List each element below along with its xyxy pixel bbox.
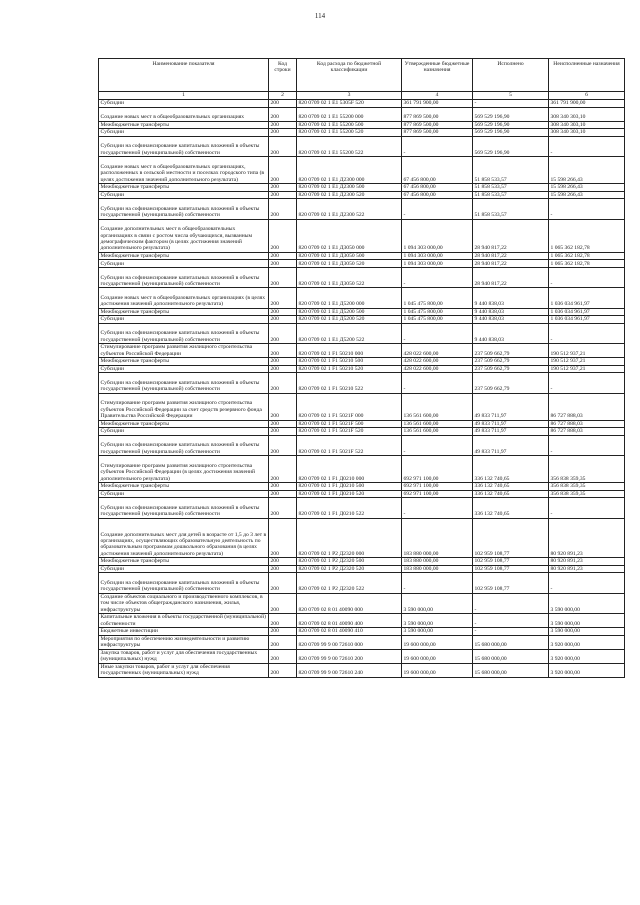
row-executed-cell: 49 833 711,97 — [473, 393, 549, 420]
row-name-cell: Субсидии — [99, 490, 269, 498]
row-name-cell: Межбюджетные трансферты — [99, 308, 269, 316]
row-kbk-cell: 820 0709 02 1 F1 Д0210 520 — [297, 490, 402, 498]
row-name-cell: Субсидии — [99, 565, 269, 573]
row-remaining-cell: 15 598 266,43 — [549, 183, 625, 191]
table-row — [99, 649, 625, 663]
row-executed-cell: - — [473, 593, 549, 613]
row-name-cell: Субсидии — [99, 100, 269, 108]
row-code-cell: 200 — [269, 614, 297, 628]
row-approved-cell: 19 600 000,00 — [402, 635, 473, 649]
row-remaining-cell: 3 590 000,00 — [549, 628, 625, 636]
row-approved-cell: - — [402, 136, 473, 156]
row-code-cell: 200 — [269, 498, 297, 518]
table-row — [99, 129, 625, 137]
row-executed-cell: 237 509 662,79 — [473, 373, 549, 393]
row-kbk-cell: 820 0709 02 1 Е1 Д2300 000 — [297, 157, 402, 184]
row-name-cell: Создание новых мест в общеобразовательных организациях, расположенных в сельской местности и поселках городского типа (в целях достижения значений дополнительного результата) — [99, 157, 269, 184]
row-kbk-cell: 820 0709 02 1 Е1 Д5200 522 — [297, 323, 402, 343]
row-code-cell: 200 — [269, 518, 297, 558]
row-code-cell: 200 — [269, 365, 297, 373]
row-kbk-cell: 820 0709 02 8 01 40090 410 — [297, 628, 402, 636]
row-remaining-cell: 356 838 359,35 — [549, 483, 625, 491]
row-name-cell: Субсидии — [99, 428, 269, 436]
row-name-cell: Субсидии на софинансирование капитальных вложений в объекты государственной (муниципальной) собственности — [99, 267, 269, 287]
row-executed-cell: 336 132 740,65 — [473, 456, 549, 483]
row-kbk-cell: 820 0709 02 1 Е1 55200 520 — [297, 129, 402, 137]
row-approved-cell: 67 456 800,00 — [402, 157, 473, 184]
row-remaining-cell: 80 920 891,23 — [549, 518, 625, 558]
row-executed-cell: - — [473, 100, 549, 108]
row-kbk-cell: 820 0709 02 1 F1 50210 000 — [297, 344, 402, 358]
row-name-cell: Стимулирование программ развития жилищного строительства субъектов Российской Федерации — [99, 344, 269, 358]
row-name-cell: Межбюджетные трансферты — [99, 358, 269, 366]
row-executed-cell: 51 858 533,57 — [473, 199, 549, 219]
column-number: 3 — [297, 92, 402, 100]
table-row — [99, 100, 625, 108]
row-remaining-cell: 3 920 000,00 — [549, 649, 625, 663]
row-approved-cell: 1 045 475 800,00 — [402, 288, 473, 308]
row-executed-cell: 237 509 662,79 — [473, 365, 549, 373]
table-row — [99, 308, 625, 316]
row-remaining-cell: 1 065 362 182,78 — [549, 219, 625, 252]
row-code-cell: 200 — [269, 344, 297, 358]
row-remaining-cell: - — [549, 267, 625, 287]
row-kbk-cell: 820 0709 02 1 F1 5021F 500 — [297, 420, 402, 428]
table-row — [99, 483, 625, 491]
row-approved-cell: - — [402, 573, 473, 593]
row-approved-cell: 3 590 000,00 — [402, 628, 473, 636]
row-remaining-cell: - — [549, 498, 625, 518]
row-code-cell: 200 — [269, 358, 297, 366]
row-executed-cell: 336 132 740,65 — [473, 490, 549, 498]
row-name-cell: Субсидии — [99, 129, 269, 137]
table-row — [99, 420, 625, 428]
row-kbk-cell: 820 0709 02 1 Е1 Д5200 520 — [297, 316, 402, 324]
row-approved-cell: 3 590 000,00 — [402, 593, 473, 613]
row-approved-cell: 67 456 800,00 — [402, 191, 473, 199]
row-executed-cell: 9 440 838,03 — [473, 288, 549, 308]
row-approved-cell: 183 880 000,00 — [402, 565, 473, 573]
row-code-cell: 200 — [269, 191, 297, 199]
row-name-cell: Создание дополнительных мест для детей в возрасте от 1,5 до 3 лет в организациях, осуществляющих образовательную деятельность по образовательным программам дошкольного образования (в целях достижения значений дополнительного результата) — [99, 518, 269, 558]
table-row — [99, 435, 625, 455]
row-remaining-cell: 361 791 900,00 — [549, 100, 625, 108]
row-kbk-cell: 820 0709 02 1 Е1 Д3050 500 — [297, 252, 402, 260]
row-code-cell: 200 — [269, 316, 297, 324]
row-code-cell: 200 — [269, 183, 297, 191]
row-remaining-cell: 80 920 891,23 — [549, 565, 625, 573]
row-kbk-cell: 820 0709 02 1 Р2 Д2320 500 — [297, 558, 402, 566]
row-name-cell: Иные закупки товаров, работ и услуг для обеспечения государственных (муниципальных) нужд — [99, 663, 269, 677]
row-code-cell: 200 — [269, 573, 297, 593]
row-executed-cell: 51 858 533,57 — [473, 157, 549, 184]
row-remaining-cell: 15 598 266,43 — [549, 191, 625, 199]
row-kbk-cell: 820 0709 02 1 Е1 55200 000 — [297, 107, 402, 121]
row-kbk-cell: 820 0709 02 1 F1 Д0210 522 — [297, 498, 402, 518]
row-executed-cell: 51 858 533,57 — [473, 183, 549, 191]
row-executed-cell: 49 833 711,97 — [473, 435, 549, 455]
row-remaining-cell: - — [549, 373, 625, 393]
table-row — [99, 323, 625, 343]
row-approved-cell: 67 456 800,00 — [402, 183, 473, 191]
row-executed-cell: 569 529 196,90 — [473, 136, 549, 156]
row-name-cell: Межбюджетные трансферты — [99, 558, 269, 566]
row-executed-cell: 15 680 000,00 — [473, 649, 549, 663]
row-executed-cell: 9 440 838,03 — [473, 323, 549, 343]
column-number: 6 — [549, 92, 625, 100]
row-code-cell: 200 — [269, 157, 297, 184]
row-approved-cell: 1 094 303 000,00 — [402, 252, 473, 260]
row-name-cell: Субсидии на софинансирование капитальных вложений в объекты государственной (муниципальной) собственности — [99, 498, 269, 518]
row-remaining-cell: 80 920 891,23 — [549, 558, 625, 566]
row-kbk-cell: 820 0709 02 1 Е1 55200 500 — [297, 121, 402, 129]
row-kbk-cell: 820 0709 99 9 00 72610 200 — [297, 649, 402, 663]
row-executed-cell: - — [473, 628, 549, 636]
table-row — [99, 358, 625, 366]
row-kbk-cell: 820 0709 02 8 01 40090 000 — [297, 593, 402, 613]
page-number: 114 — [314, 12, 326, 20]
table-row — [99, 199, 625, 219]
row-name-cell: Стимулирование программ развития жилищного строительства субъектов Российской Федерации за счет средств резервного фонда Правительства Российской Федерации — [99, 393, 269, 420]
row-approved-cell: 692 971 100,00 — [402, 490, 473, 498]
row-executed-cell: 237 509 662,79 — [473, 358, 549, 366]
row-remaining-cell: 190 512 937,21 — [549, 344, 625, 358]
row-executed-cell: 102 959 108,77 — [473, 558, 549, 566]
row-approved-cell: 428 022 600,00 — [402, 344, 473, 358]
table-row — [99, 498, 625, 518]
row-approved-cell: - — [402, 498, 473, 518]
row-code-cell: 200 — [269, 393, 297, 420]
row-name-cell: Бюджетные инвестиции — [99, 628, 269, 636]
row-name-cell: Мероприятия по обеспечению жизнедеятельности и развитию инфраструктуры — [99, 635, 269, 649]
row-executed-cell: 49 833 711,97 — [473, 428, 549, 436]
row-executed-cell: 569 529 196,90 — [473, 129, 549, 137]
row-executed-cell: 237 509 662,79 — [473, 344, 549, 358]
row-kbk-cell: 820 0709 02 1 Е1 Д3050 522 — [297, 267, 402, 287]
table-row — [99, 456, 625, 483]
row-executed-cell: 102 959 108,77 — [473, 565, 549, 573]
row-kbk-cell: 820 0709 02 1 Р2 Д2320 520 — [297, 565, 402, 573]
row-approved-cell: - — [402, 323, 473, 343]
row-code-cell: 200 — [269, 136, 297, 156]
table-row — [99, 344, 625, 358]
row-code-cell: 200 — [269, 558, 297, 566]
row-name-cell: Создание объектов социального и производственного комплексов, в том числе объектов общегражданского назначения, жилья, инфраструктуры — [99, 593, 269, 613]
row-kbk-cell: 820 0709 02 1 Е1 Д5200 500 — [297, 308, 402, 316]
row-name-cell: Субсидии на софинансирование капитальных вложений в объекты государственной (муниципальной) собственности — [99, 435, 269, 455]
table-row — [99, 288, 625, 308]
row-approved-cell: 877 869 500,00 — [402, 107, 473, 121]
row-approved-cell: 1 094 303 000,00 — [402, 219, 473, 252]
row-code-cell: 200 — [269, 649, 297, 663]
row-code-cell: 200 — [269, 199, 297, 219]
row-code-cell: 200 — [269, 435, 297, 455]
row-name-cell: Субсидии на софинансирование капитальных вложений в объекты государственной (муниципальной) собственности — [99, 373, 269, 393]
row-executed-cell: 102 959 108,77 — [473, 518, 549, 558]
row-remaining-cell: - — [549, 573, 625, 593]
table-row — [99, 136, 625, 156]
row-executed-cell: 28 940 817,22 — [473, 252, 549, 260]
row-approved-cell: 3 590 000,00 — [402, 614, 473, 628]
row-code-cell: 200 — [269, 267, 297, 287]
column-number: 1 — [99, 92, 269, 100]
row-remaining-cell: 1 065 362 182,78 — [549, 260, 625, 268]
row-code-cell: 200 — [269, 593, 297, 613]
table-row — [99, 428, 625, 436]
header-code: Код строки — [269, 59, 297, 92]
row-code-cell: 200 — [269, 252, 297, 260]
row-kbk-cell: 820 0709 02 1 F1 Д0210 500 — [297, 483, 402, 491]
row-remaining-cell: 3 920 000,00 — [549, 635, 625, 649]
row-name-cell: Субсидии — [99, 365, 269, 373]
table-row — [99, 393, 625, 420]
row-approved-cell: 136 561 600,00 — [402, 393, 473, 420]
row-approved-cell: 361 791 900,00 — [402, 100, 473, 108]
row-executed-cell: 569 529 196,90 — [473, 121, 549, 129]
table-row — [99, 316, 625, 324]
row-remaining-cell: 308 340 303,10 — [549, 129, 625, 137]
row-kbk-cell: 820 0709 99 9 00 72610 000 — [297, 635, 402, 649]
row-remaining-cell: 190 512 937,21 — [549, 358, 625, 366]
row-code-cell: 200 — [269, 260, 297, 268]
row-name-cell: Субсидии на софинансирование капитальных вложений в объекты государственной (муниципальной) собственности — [99, 199, 269, 219]
row-kbk-cell: 820 0709 99 9 00 72610 240 — [297, 663, 402, 677]
row-name-cell: Межбюджетные трансферты — [99, 121, 269, 129]
row-kbk-cell: 820 0709 02 1 Е1 Д3050 000 — [297, 219, 402, 252]
row-name-cell: Субсидии на софинансирование капитальных вложений в объекты государственной (муниципальной) собственности — [99, 136, 269, 156]
row-approved-cell: 183 880 000,00 — [402, 558, 473, 566]
row-approved-cell: 1 094 303 000,00 — [402, 260, 473, 268]
table-row — [99, 573, 625, 593]
table-row — [99, 365, 625, 373]
table-row — [99, 219, 625, 252]
row-name-cell: Субсидии на софинансирование капитальных вложений в объекты государственной (муниципальной) собственности — [99, 573, 269, 593]
row-remaining-cell: 1 036 034 961,97 — [549, 316, 625, 324]
column-number: 4 — [402, 92, 473, 100]
row-executed-cell: 102 959 108,77 — [473, 573, 549, 593]
column-number: 5 — [473, 92, 549, 100]
row-approved-cell: - — [402, 373, 473, 393]
row-code-cell: 200 — [269, 308, 297, 316]
table-body — [99, 100, 625, 678]
row-remaining-cell: 356 838 359,35 — [549, 456, 625, 483]
row-code-cell: 200 — [269, 483, 297, 491]
row-code-cell: 200 — [269, 635, 297, 649]
row-approved-cell: 692 971 100,00 — [402, 456, 473, 483]
row-name-cell: Капитальные вложения в объекты государственной (муниципальной) собственности — [99, 614, 269, 628]
row-kbk-cell: 820 0709 02 1 F1 5021F 000 — [297, 393, 402, 420]
row-approved-cell: 428 022 600,00 — [402, 358, 473, 366]
table-row — [99, 565, 625, 573]
row-remaining-cell: 15 598 266,43 — [549, 157, 625, 184]
row-remaining-cell: - — [549, 136, 625, 156]
row-name-cell: Субсидии — [99, 260, 269, 268]
column-number-row — [99, 92, 625, 100]
row-kbk-cell: 820 0709 02 8 01 40090 400 — [297, 614, 402, 628]
row-remaining-cell: 3 590 000,00 — [549, 593, 625, 613]
row-approved-cell: 1 045 475 800,00 — [402, 316, 473, 324]
row-kbk-cell: 820 0709 02 1 Е1 Д2300 500 — [297, 183, 402, 191]
row-remaining-cell: 1 036 034 961,97 — [549, 288, 625, 308]
table-row — [99, 260, 625, 268]
row-kbk-cell: 820 0709 02 1 F1 5021F 522 — [297, 435, 402, 455]
header-remaining: Неисполненные назначения — [549, 59, 625, 92]
row-kbk-cell: 820 0709 02 1 F1 5021F 520 — [297, 428, 402, 436]
table-row — [99, 107, 625, 121]
row-executed-cell: 51 858 533,57 — [473, 191, 549, 199]
row-executed-cell: 15 680 000,00 — [473, 635, 549, 649]
table-row — [99, 614, 625, 628]
table-row — [99, 157, 625, 184]
budget-execution-table — [98, 58, 625, 678]
table-row — [99, 490, 625, 498]
row-approved-cell: - — [402, 267, 473, 287]
row-approved-cell: - — [402, 199, 473, 219]
row-name-cell: Субсидии — [99, 191, 269, 199]
row-approved-cell: 1 045 475 800,00 — [402, 308, 473, 316]
row-name-cell: Создание дополнительных мест в общеобразовательных организациях в связи с ростом числа обучающихся, вызванным демографическим фактором (в целях достижения значений дополнительного результата) — [99, 219, 269, 252]
row-name-cell: Субсидии на софинансирование капитальных вложений в объекты государственной (муниципальной) собственности — [99, 323, 269, 343]
row-remaining-cell: 356 838 359,35 — [549, 490, 625, 498]
row-code-cell: 200 — [269, 373, 297, 393]
row-approved-cell: 19 600 000,00 — [402, 649, 473, 663]
row-kbk-cell: 820 0709 02 1 F1 50210 522 — [297, 373, 402, 393]
row-kbk-cell: 820 0709 02 1 F1 50210 500 — [297, 358, 402, 366]
row-name-cell: Межбюджетные трансферты — [99, 420, 269, 428]
row-name-cell: Межбюджетные трансферты — [99, 252, 269, 260]
row-code-cell: 200 — [269, 663, 297, 677]
row-name-cell: Закупка товаров, работ и услуг для обеспечения государственных (муниципальных) нужд — [99, 649, 269, 663]
table-row — [99, 373, 625, 393]
column-number: 2 — [269, 92, 297, 100]
row-kbk-cell: 820 0709 02 1 Е1 5305F 520 — [297, 100, 402, 108]
row-executed-cell: 569 529 196,90 — [473, 107, 549, 121]
row-remaining-cell: 190 512 937,21 — [549, 365, 625, 373]
row-executed-cell: 9 440 838,03 — [473, 316, 549, 324]
row-remaining-cell: 1 036 034 961,97 — [549, 308, 625, 316]
row-executed-cell: 28 940 817,22 — [473, 260, 549, 268]
row-code-cell: 200 — [269, 288, 297, 308]
row-remaining-cell: 86 727 888,03 — [549, 420, 625, 428]
row-code-cell: 200 — [269, 129, 297, 137]
row-name-cell: Межбюджетные трансферты — [99, 183, 269, 191]
table-row — [99, 518, 625, 558]
row-approved-cell: 136 561 600,00 — [402, 420, 473, 428]
row-executed-cell: - — [473, 614, 549, 628]
row-approved-cell: 877 869 500,00 — [402, 121, 473, 129]
row-remaining-cell: 308 340 303,10 — [549, 107, 625, 121]
row-approved-cell: 19 600 000,00 — [402, 663, 473, 677]
table-row — [99, 593, 625, 613]
row-remaining-cell: 1 065 362 182,78 — [549, 252, 625, 260]
table-row — [99, 267, 625, 287]
row-kbk-cell: 820 0709 02 1 Р2 Д2320 000 — [297, 518, 402, 558]
header-row — [99, 59, 625, 92]
row-code-cell: 200 — [269, 100, 297, 108]
row-approved-cell: 183 880 000,00 — [402, 518, 473, 558]
row-executed-cell: 28 940 817,22 — [473, 267, 549, 287]
row-name-cell: Межбюджетные трансферты — [99, 483, 269, 491]
row-code-cell: 200 — [269, 323, 297, 343]
row-executed-cell: 336 132 740,65 — [473, 483, 549, 491]
header-approved: Утвержденные бюджетные назначения — [402, 59, 473, 92]
row-approved-cell: 692 971 100,00 — [402, 483, 473, 491]
row-executed-cell: 49 833 711,97 — [473, 420, 549, 428]
header-executed: Исполнено — [473, 59, 549, 92]
row-kbk-cell: 820 0709 02 1 Е1 Д5200 000 — [297, 288, 402, 308]
row-code-cell: 200 — [269, 121, 297, 129]
row-executed-cell: 9 440 838,03 — [473, 308, 549, 316]
row-kbk-cell: 820 0709 02 1 F1 Д0210 000 — [297, 456, 402, 483]
row-code-cell: 200 — [269, 628, 297, 636]
table-row — [99, 635, 625, 649]
row-name-cell: Создание новых мест в общеобразовательных организациях (в целях достижения значений дополнительного результата) — [99, 288, 269, 308]
row-code-cell: 200 — [269, 420, 297, 428]
row-name-cell: Создание новых мест в общеобразовательных организациях — [99, 107, 269, 121]
row-approved-cell: 136 561 600,00 — [402, 428, 473, 436]
row-code-cell: 200 — [269, 107, 297, 121]
row-remaining-cell: - — [549, 199, 625, 219]
row-remaining-cell: 3 920 000,00 — [549, 663, 625, 677]
table-row — [99, 191, 625, 199]
row-kbk-cell: 820 0709 02 1 Р2 Д2320 522 — [297, 573, 402, 593]
row-name-cell: Субсидии — [99, 316, 269, 324]
row-kbk-cell: 820 0709 02 1 Е1 Д3050 520 — [297, 260, 402, 268]
row-code-cell: 200 — [269, 456, 297, 483]
row-code-cell: 200 — [269, 565, 297, 573]
row-kbk-cell: 820 0709 02 1 F1 50210 520 — [297, 365, 402, 373]
table-row — [99, 558, 625, 566]
header-kbk: Код расхода по бюджетной классификации — [297, 59, 402, 92]
row-executed-cell: 28 940 817,22 — [473, 219, 549, 252]
row-approved-cell: 877 869 500,00 — [402, 129, 473, 137]
row-approved-cell: - — [402, 435, 473, 455]
row-code-cell: 200 — [269, 219, 297, 252]
row-kbk-cell: 820 0709 02 1 Е1 Д2300 522 — [297, 199, 402, 219]
row-code-cell: 200 — [269, 490, 297, 498]
table-row — [99, 252, 625, 260]
row-remaining-cell: - — [549, 435, 625, 455]
row-executed-cell: 336 132 740,65 — [473, 498, 549, 518]
table-row — [99, 628, 625, 636]
row-remaining-cell: 3 590 000,00 — [549, 614, 625, 628]
row-name-cell: Стимулирование программ развития жилищного строительства субъектов Российской Федерации (в целях достижения значений дополнительного результата) — [99, 456, 269, 483]
table-row — [99, 121, 625, 129]
row-approved-cell: 428 022 600,00 — [402, 365, 473, 373]
row-kbk-cell: 820 0709 02 1 Е1 55200 522 — [297, 136, 402, 156]
row-code-cell: 200 — [269, 428, 297, 436]
table-row — [99, 183, 625, 191]
row-remaining-cell: - — [549, 323, 625, 343]
row-kbk-cell: 820 0709 02 1 Е1 Д2300 520 — [297, 191, 402, 199]
row-remaining-cell: 308 340 303,10 — [549, 121, 625, 129]
table-row — [99, 663, 625, 677]
row-executed-cell: 15 680 000,00 — [473, 663, 549, 677]
header-name: Наименование показателя — [99, 59, 269, 92]
row-remaining-cell: 86 727 888,03 — [549, 393, 625, 420]
row-remaining-cell: 86 727 888,03 — [549, 428, 625, 436]
